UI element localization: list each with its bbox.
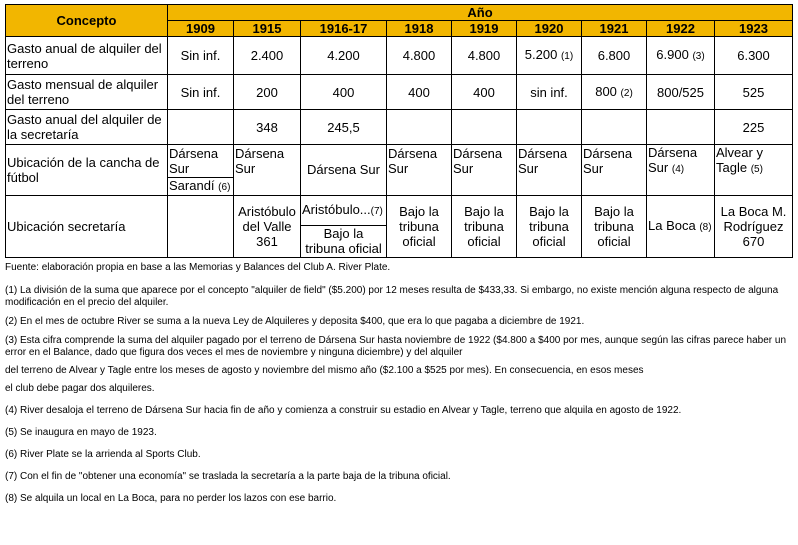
cell-value: Sarandí [169,177,215,193]
table-cell: Dársena Sur [452,145,517,178]
cell-value: La Boca [648,217,696,233]
year-header: 1918 [387,21,452,37]
footnote-3: (3) Esta cifra comprende la suma del alquiler pagado por el terreno de Dársena Sur hasta noviembre de 1922 ($4.800 a $400 por mes, aunque según las cifras parece haber un error en el Balance, dado que figura dos veces el mes de noviembre y ninguna diciembre) y del alquiler [5,334,787,358]
table-cell: Dársena Sur [301,145,387,196]
year-header: 1915 [234,21,301,37]
table-cell: 4.800 [452,37,517,75]
table-cell [582,177,647,195]
table-cell [647,195,715,257]
table-cell: Dársena Sur [168,145,234,178]
table-cell: 4.800 [387,37,452,75]
table-cell: 2.400 [234,37,301,75]
table-row [6,110,793,145]
table-cell: sin inf. [517,75,582,110]
table-cell: 225 [715,110,793,145]
row-label: Gasto mensual de alquiler del terreno [6,75,168,110]
table-cell: 6.300 [715,37,793,75]
table-cell: Bajo la tribuna oficial [582,195,647,257]
table-cell [168,110,234,145]
table-cell: 400 [452,75,517,110]
footnote-6: (6) River Plate se la arrienda al Sports Club. [5,448,201,460]
table-row [6,195,793,225]
table-row [6,37,793,75]
table-cell: Dársena Sur [234,145,301,178]
notes-section [5,262,792,505]
row-label: Ubicación secretaría [6,195,168,257]
table-cell [517,177,582,195]
cell-value: 6.900 [656,47,689,62]
table-row [6,75,793,110]
source-note: Fuente: elaboración propia en base a las Memorias y Balances del Club A. River Plate. [5,261,391,273]
footnote-3-cont: del terreno de Alvear y Tagle entre los meses de agosto y noviembre del mismo año ($2.100 a $525 por mes). En consecuencia, en esos meses [5,364,644,376]
table-cell: Bajo la tribuna oficial [517,195,582,257]
table-cell [647,37,715,75]
footnote-ref: (2) [620,87,633,99]
table-cell: 245,5 [301,110,387,145]
year-header: 1920 [517,21,582,37]
footnote-ref: (3) [692,51,705,62]
table-cell: Sin inf. [168,37,234,75]
table-cell [582,75,647,110]
row-label: Gasto anual de alquiler del terreno [6,37,168,75]
footnote-4: (4) River desaloja el terreno de Dársena Sur hacia fin de año y comienza a construir su estadio en Alvear y Tagle, terreno que alquila en agosto de 1922. [5,404,682,416]
table-cell [517,37,582,75]
table-cell [234,177,301,195]
table-cell [452,110,517,145]
header-concepto: Concepto [6,5,168,37]
table-cell: 800/525 [647,75,715,110]
footnote-ref: (5) [750,164,763,175]
data-table-wrapper [5,4,792,505]
table-cell: 400 [387,75,452,110]
table-cell: Dársena Sur [582,145,647,178]
footnote-5: (5) Se inaugura en mayo de 1923. [5,426,157,438]
table-cell [452,177,517,195]
year-header: 1921 [582,21,647,37]
year-header: 1919 [452,21,517,37]
table-cell: 4.200 [301,37,387,75]
footnote-ref: (8) [699,221,712,233]
table-cell: 525 [715,75,793,110]
table-cell [715,145,793,178]
table-row [6,145,793,178]
table-cell [168,177,234,195]
table-cell [387,110,452,145]
footnote-ref: (6) [218,181,231,193]
cell-value: Dársena Sur [648,145,698,175]
table-cell: 200 [234,75,301,110]
footnote-8: (8) Se alquila un local en La Boca, para no perder los lazos con ese barrio. [5,492,337,504]
table-cell: 348 [234,110,301,145]
year-header: 1923 [715,21,793,37]
cell-value: 800 [595,83,617,99]
row-label: Ubicación de la cancha de fútbol [6,145,168,196]
footnote-1: (1) La división de la suma que aparece por el concepto "alquiler de field" ($5.200) por 12 meses resulta de $433,33. Si embargo, no existe mención alguna respecto de alguna modificación en el precio del alquiler. [5,284,779,308]
table-cell: Aristóbulo del Valle 361 [234,195,301,257]
table-cell [582,110,647,145]
table-cell: Bajo la tribuna oficial [452,195,517,257]
table-cell [647,177,715,195]
table-cell [647,110,715,145]
table-cell [517,110,582,145]
table-cell [301,195,387,225]
table-cell: Dársena Sur [517,145,582,178]
table-cell: 400 [301,75,387,110]
footnote-3-end: el club debe pagar dos alquileres. [5,382,155,394]
year-header: 1916-17 [301,21,387,37]
cell-value: Alvear y Tagle [716,145,763,175]
table-cell: Bajo la tribuna oficial [301,225,387,257]
table-cell [168,225,234,257]
cell-value: 5.200 [524,47,558,62]
cell-value: Aristóbulo... [302,201,371,217]
header-ano: Año [168,5,793,21]
table-cell: Dársena Sur [387,145,452,178]
row-label: Gasto anual del alquiler de la secretaría [6,110,168,145]
footnote-7: (7) Con el fin de "obtener una economía" se traslada la secretaría a la parte baja de la tribuna oficial. [5,470,451,482]
table-cell: La Boca M. Rodríguez 670 [715,195,793,257]
footnote-ref: (7) [370,205,383,217]
footnote-2: (2) En el mes de octubre River se suma a la nueva Ley de Alquileres y deposita $400, que era lo que pagaba a diciembre de 1921. [5,315,585,327]
data-table [5,4,793,258]
table-cell [387,177,452,195]
table-cell [715,177,793,195]
year-header: 1909 [168,21,234,37]
table-cell: Sin inf. [168,75,234,110]
table-cell: 6.800 [582,37,647,75]
footnote-ref: (4) [671,164,685,175]
table-cell: Bajo la tribuna oficial [387,195,452,257]
table-cell [647,145,715,178]
footnote-ref: (1) [560,51,574,62]
table-cell [168,195,234,225]
year-header: 1922 [647,21,715,37]
